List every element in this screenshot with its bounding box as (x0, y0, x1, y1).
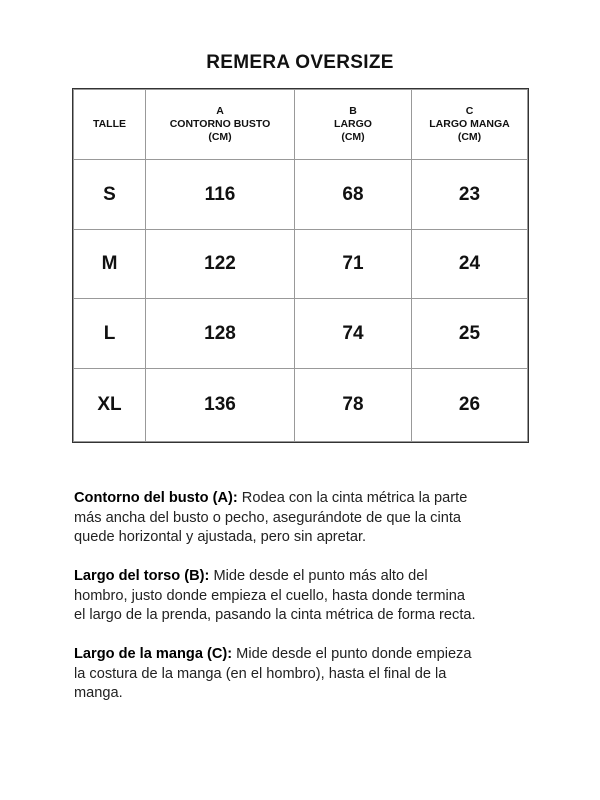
note-text: Rodea con la cinta métrica la parte (237, 490, 468, 506)
manga-cell: 23 (412, 160, 528, 230)
note-largo-torso (74, 567, 544, 626)
header-unit: (CM) (341, 131, 365, 143)
header-label: LARGO (334, 118, 372, 130)
manga-cell: 26 (412, 369, 528, 442)
header-letter: A (216, 105, 224, 117)
header-label: CONTORNO BUSTO (169, 118, 271, 130)
busto-cell: 136 (146, 369, 295, 442)
size-table (73, 89, 528, 442)
largo-cell: 68 (295, 160, 412, 230)
header-unit: (CM) (208, 131, 232, 143)
note-label: Largo de la manga (C): (74, 646, 233, 662)
table-row (74, 299, 528, 369)
table-row (74, 230, 528, 299)
size-cell: XL (74, 369, 146, 442)
largo-cell: 78 (295, 369, 412, 442)
header-largo-manga (412, 90, 528, 160)
note-text: manga. (74, 685, 123, 701)
note-text: la costura de la manga (en el hombro), hasta el final de la (74, 665, 447, 682)
header-letter: C (465, 105, 474, 117)
table-row (74, 369, 528, 442)
measurement-notes (74, 489, 544, 723)
header-label: TALLE (92, 118, 127, 130)
note-text: quede horizontal y ajustada, pero sin apretar. (74, 529, 367, 545)
table-row (74, 160, 528, 230)
size-cell: L (74, 299, 146, 369)
header-contorno-busto (146, 90, 295, 160)
busto-cell: 128 (146, 299, 295, 369)
note-text: más ancha del busto o pecho, asegurándote de que la cinta (74, 509, 462, 526)
largo-cell: 71 (295, 230, 412, 299)
largo-cell: 74 (295, 299, 412, 369)
size-cell: S (74, 160, 146, 230)
page-title: REMERA OVERSIZE (206, 52, 394, 73)
header-label: LARGO MANGA (429, 118, 510, 130)
size-cell: M (74, 230, 146, 299)
note-label: Contorno del busto (A): (74, 490, 238, 506)
note-text: hombro, justo donde empieza el cuello, hasta donde termina (74, 587, 466, 604)
manga-cell: 24 (412, 230, 528, 299)
note-largo-manga (74, 645, 544, 704)
note-label: Largo del torso (B): (74, 568, 210, 584)
table-header-row (74, 90, 528, 160)
note-text: el largo de la prenda, pasando la cinta métrica de forma recta. (74, 607, 476, 623)
header-unit: (CM) (457, 131, 482, 143)
note-text: Mide desde el punto donde empieza (232, 646, 472, 662)
header-talle (74, 90, 146, 160)
header-largo (295, 90, 412, 160)
note-text: Mide desde el punto más alto del (209, 568, 428, 584)
busto-cell: 122 (146, 230, 295, 299)
header-letter: B (349, 105, 357, 117)
note-contorno-busto (74, 489, 544, 548)
manga-cell: 25 (412, 299, 528, 369)
busto-cell: 116 (146, 160, 295, 230)
